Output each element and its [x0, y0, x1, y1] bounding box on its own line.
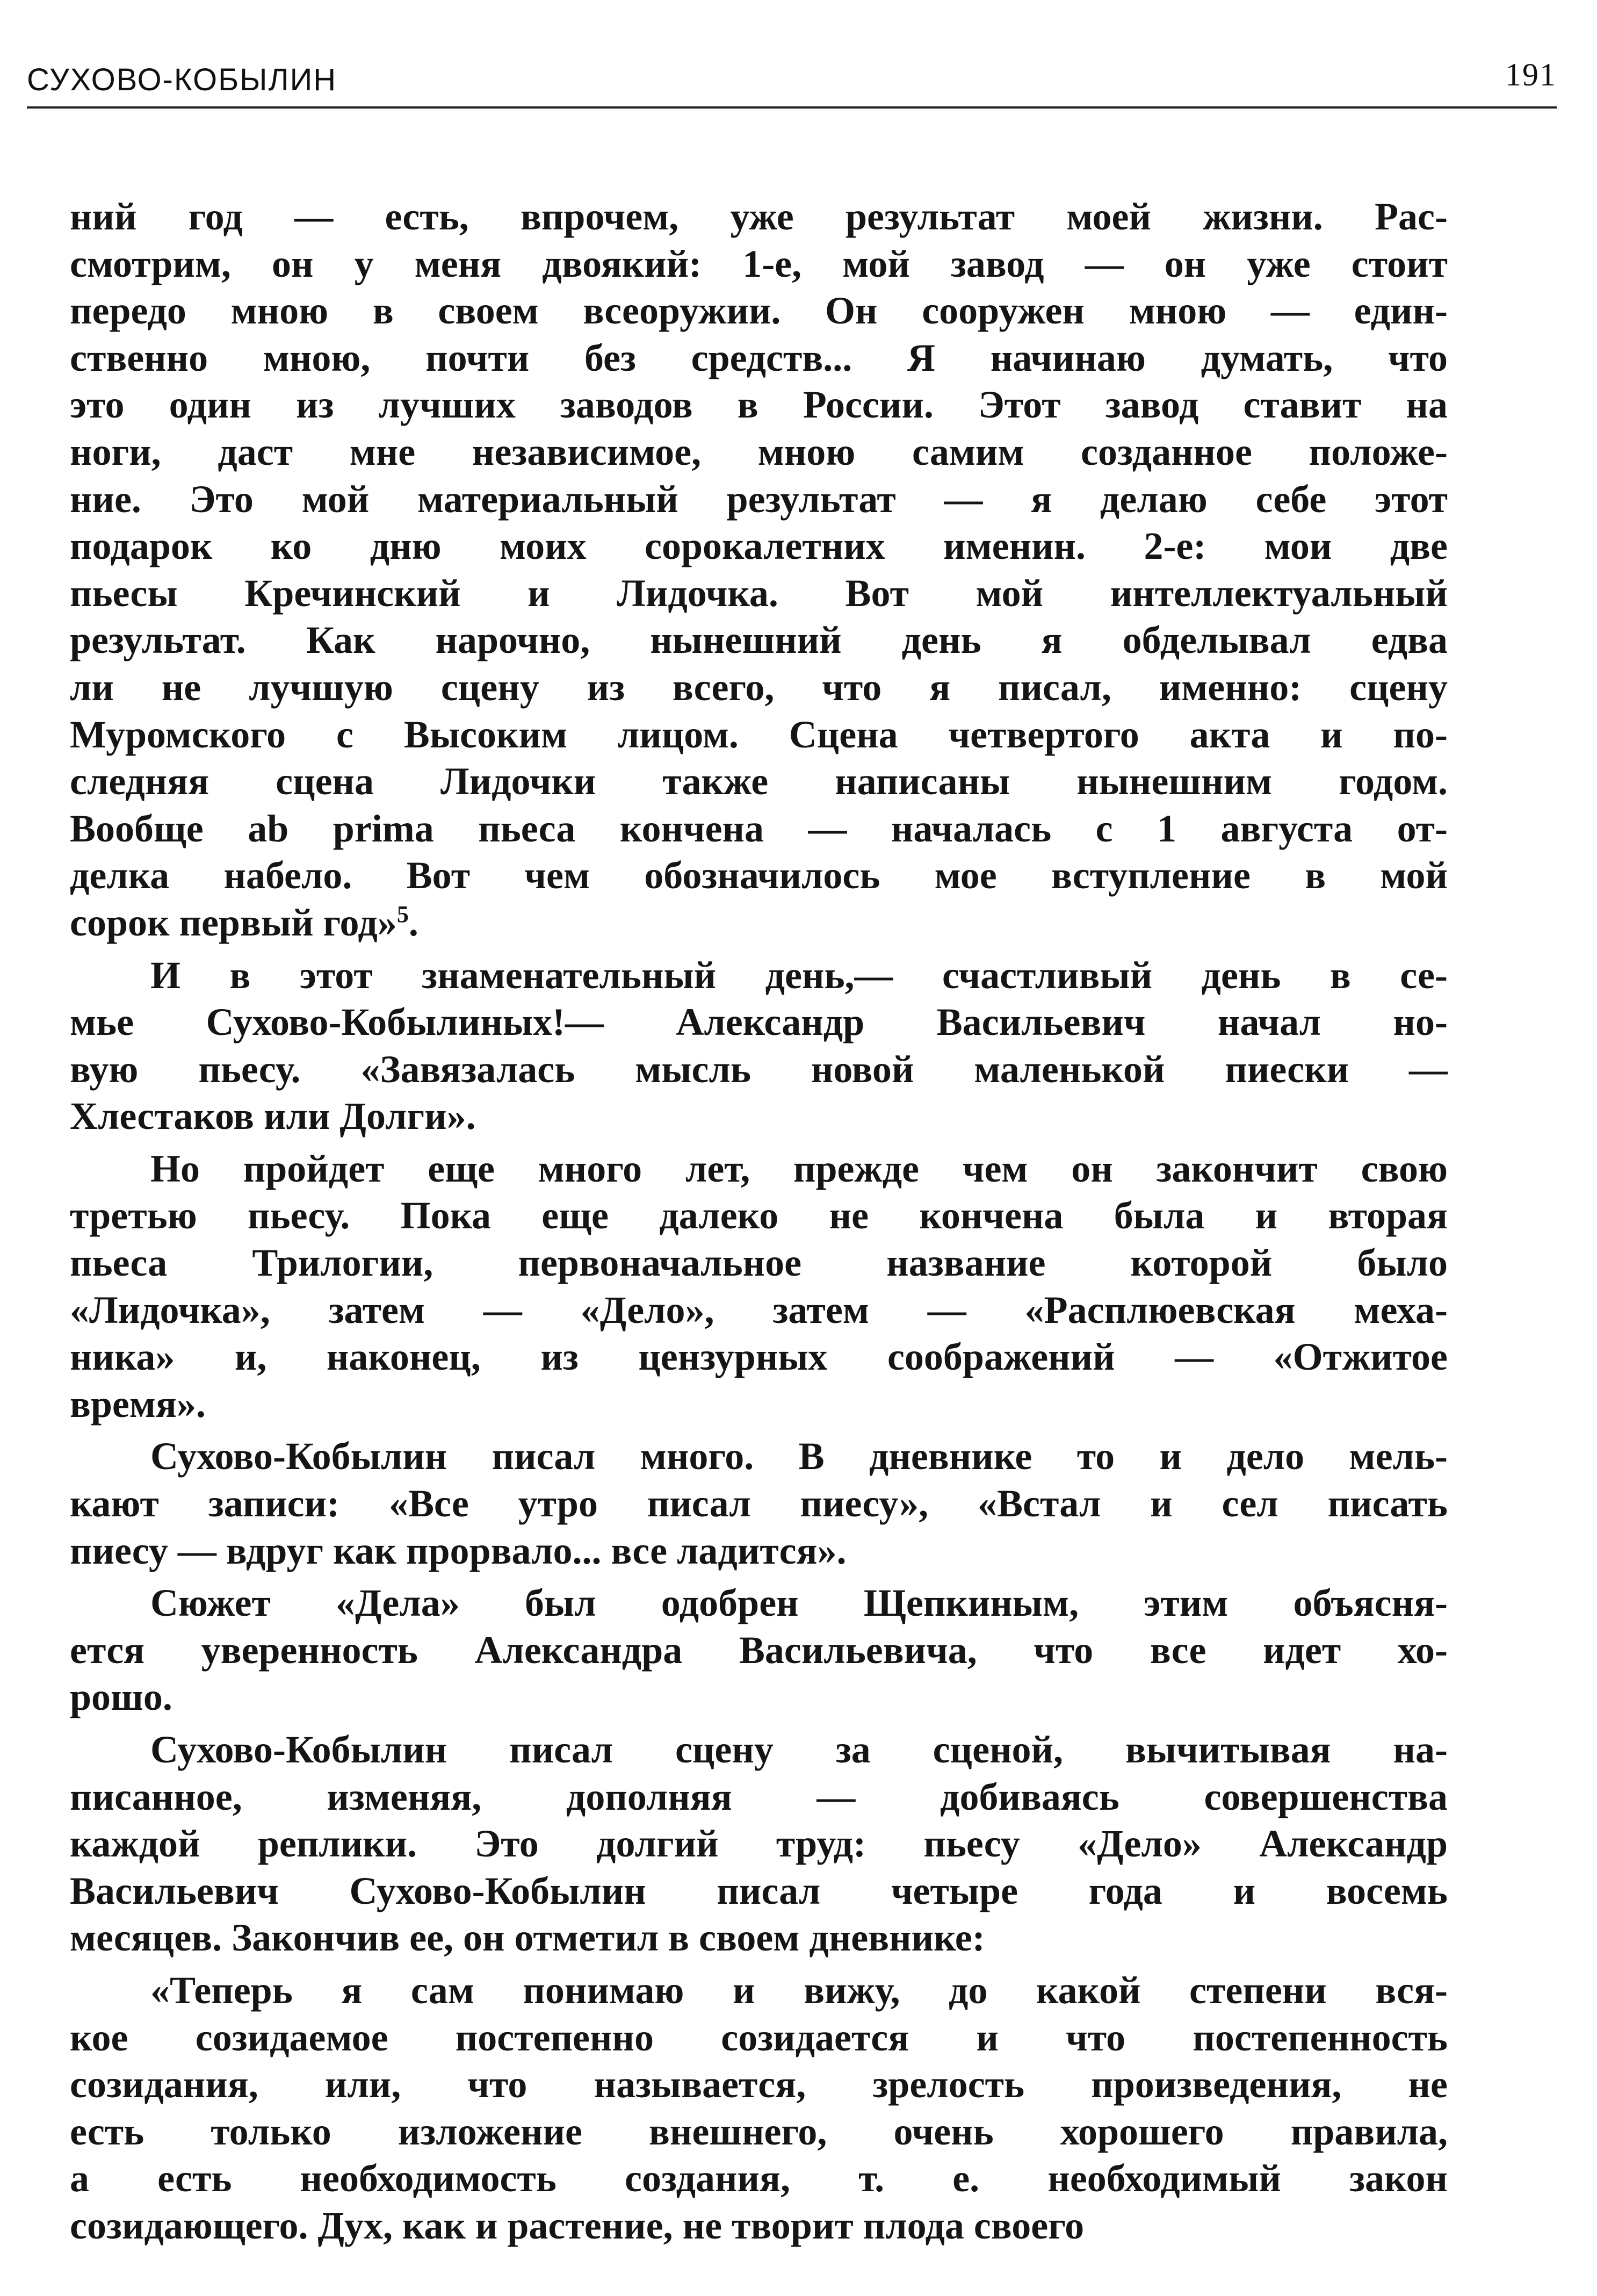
text-line: Сухово-Кобылин писал сцену за сценой, вычитывая на-	[150, 1728, 1448, 1771]
running-title: СУХОВО-КОБЫЛИН	[27, 62, 337, 97]
text-line: месяцев. Закончив ее, он отметил в своем дневнике:	[70, 1916, 985, 1960]
paragraph	[70, 1726, 1448, 1962]
footnote-ref[interactable]: 5	[396, 901, 409, 927]
text-line: смотрим, он у меня двоякий: 1-е, мой завод — он уже стоит	[70, 242, 1448, 285]
text-line: ние. Это мой материальный результат — я делаю себе этот	[70, 477, 1448, 521]
text-line: следняя сцена Лидочки также написаны нынешним годом.	[70, 760, 1448, 803]
text-line: ственно мною, почти без средств... Я начинаю думать, что	[70, 336, 1448, 379]
text-line: Вообще ab prima пьеса кончена — началась с 1 августа от-	[70, 807, 1448, 850]
text-line: сорок первый год»	[70, 901, 397, 944]
text-line: пиесу — вдруг как прорвало... все ладится».	[70, 1529, 847, 1572]
text-line: «Теперь я сам понимаю и вижу, до какой степени вся-	[150, 1968, 1448, 2012]
paragraph	[70, 1967, 1448, 2250]
text-line: пьеса Трилогии, первоначальное название которой было	[70, 1241, 1448, 1285]
paragraph	[70, 193, 1448, 947]
paragraph	[70, 1580, 1448, 1721]
text-line: И в этот знаменательный день,— счастливый день в се-	[150, 953, 1448, 997]
text-line: подарок ко дню моих сорокалетних именин. 2-е: мои две	[70, 524, 1448, 568]
running-head	[27, 51, 1557, 99]
text-line: ется уверенность Александра Васильевича, что все идет хо-	[70, 1628, 1448, 1672]
text-line: вую пьесу. «Завязалась мысль новой маленькой пиески —	[70, 1047, 1448, 1091]
text-line: а есть необходимость создания, т. е. необходимый закон	[70, 2157, 1448, 2200]
text-line: время».	[70, 1382, 206, 1426]
body-text	[70, 193, 1448, 2255]
text-line: Хлестаков или Долги».	[70, 1095, 476, 1138]
text-line: результат. Как нарочно, нынешний день я обделывал едва	[70, 618, 1448, 662]
paragraph	[70, 1146, 1448, 1428]
text-line: Муромского с Высоким лицом. Сцена четвертого акта и по-	[70, 712, 1448, 756]
text-line: ника» и, наконец, из цензурных соображений — «Отжитое	[70, 1335, 1448, 1379]
text-line: ний год — есть, впрочем, уже результат моей жизни. Рас-	[70, 195, 1448, 238]
page-number: 191	[1505, 57, 1557, 92]
text-line: Сюжет «Дела» был одобрен Щепкиным, этим объясня-	[150, 1581, 1448, 1625]
text-line: каждой реплики. Это долгий труд: пьесу «Дело» Александр	[70, 1822, 1448, 1866]
header-rule	[27, 106, 1557, 109]
text-line: мье Сухово-Кобылиных!— Александр Васильевич начал но-	[70, 1001, 1448, 1044]
text-line: кают записи: «Все утро писал пиесу», «Встал и сел писать	[70, 1482, 1448, 1525]
text-line: Васильевич Сухово-Кобылин писал четыре года и восемь	[70, 1869, 1448, 1912]
text-line: ноги, даст мне независимое, мною самим созданное положе-	[70, 430, 1448, 473]
text-line: «Лидочка», затем — «Дело», затем — «Расплюевская меха-	[70, 1288, 1448, 1331]
text-line: делка набело. Вот чем обозначилось мое вступление в мой	[70, 854, 1448, 897]
text-line: третью пьесу. Пока еще далеко не кончена была и вторая	[70, 1194, 1448, 1237]
text-line: ли не лучшую сцену из всего, что я писал, именно: сцену	[70, 665, 1448, 709]
text-line: пьесы Кречинский и Лидочка. Вот мой интеллектуальный	[70, 571, 1448, 615]
text-line: это один из лучших заводов в России. Этот завод ставит на	[70, 383, 1448, 427]
paragraph	[70, 952, 1448, 1140]
text-line: писанное, изменяя, дополняя — добиваясь совершенства	[70, 1775, 1448, 1818]
text-line: Но пройдет еще много лет, прежде чем он закончит свою	[150, 1147, 1448, 1190]
text-line: Сухово-Кобылин писал много. В дневнике то и дело мель-	[150, 1435, 1448, 1478]
text-line: рошо.	[70, 1675, 172, 1719]
text-line: созидающего. Дух, как и растение, не творит плода своего	[70, 2204, 1085, 2247]
text-line: передо мною в своем всеоружии. Он сооружен мною — един-	[70, 289, 1448, 333]
text-line: есть только изложение внешнего, очень хорошего правила,	[70, 2110, 1448, 2153]
text-line: кое созидаемое постепенно созидается и что постепенность	[70, 2016, 1448, 2059]
paragraph	[70, 1433, 1448, 1574]
text-line: сорок первый год»$^5$.	[70, 901, 418, 944]
text-line: созидания, или, что называется, зрелость произведения, не	[70, 2063, 1448, 2106]
